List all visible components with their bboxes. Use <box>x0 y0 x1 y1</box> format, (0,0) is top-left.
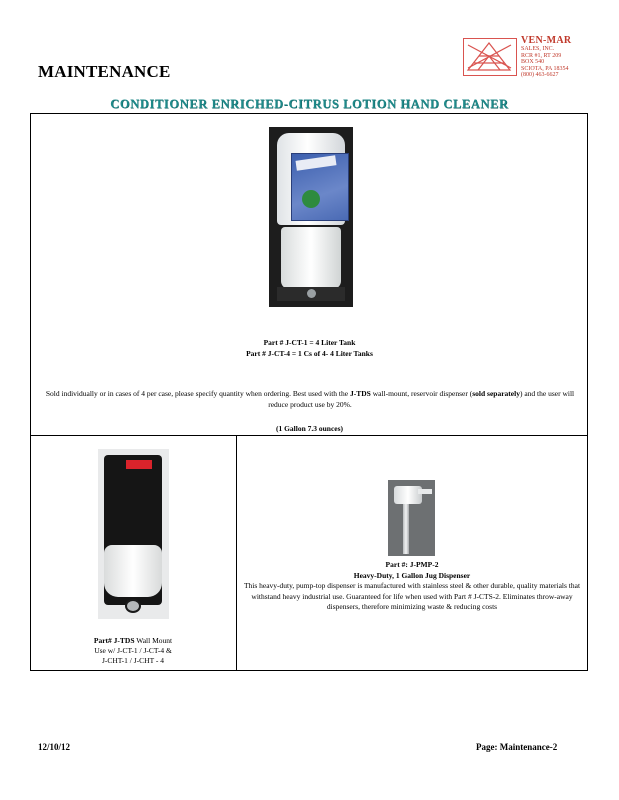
wall-mount-suffix: Wall Mount <box>134 636 173 645</box>
tank-product-image <box>269 127 353 307</box>
tank-base <box>277 287 345 301</box>
logo-line: BOX 540 <box>521 59 545 66</box>
pump-stem <box>403 504 409 554</box>
desc-post: ) and the user will reduce product use by 20%. <box>268 389 575 409</box>
pump-part: Part #: J-PMP-2 <box>385 560 439 569</box>
desc-dispenser: J-TDS <box>349 389 371 398</box>
footer-page: Page: Maintenance-2 <box>476 742 558 752</box>
table-divider-horizontal <box>30 435 588 436</box>
product-heading: CONDITIONER ENRICHED-CITRUS LOTION HAND CLEANER <box>110 97 509 111</box>
tank-part-numbers <box>0 337 619 359</box>
mount-bottle <box>104 545 162 597</box>
tank-part-line: Part # J-CT-1 = 4 Liter Tank <box>263 338 356 347</box>
tank-label <box>291 153 349 221</box>
logo-text <box>521 36 571 79</box>
tank-reservoir <box>281 227 341 289</box>
tank-volume: (1 Gallon 7.3 ounces) <box>275 424 344 433</box>
section-title: MAINTENANCE <box>38 62 171 81</box>
wall-mount-title <box>30 636 236 646</box>
wall-mount-part: Part# J-TDS <box>93 636 135 645</box>
logo-line: SCIOTA, PA 18354 <box>521 65 569 72</box>
tank-description <box>40 388 580 410</box>
logo-mark-icon <box>463 38 517 76</box>
wall-mount-line: Use w/ J-CT-1 / J-CT-4 & <box>94 646 172 655</box>
pump-spout <box>418 489 432 494</box>
pump-caption <box>240 560 584 613</box>
pump-title: Heavy-Duty, 1 Gallon Jug Dispenser <box>353 570 471 580</box>
wall-mount-line: J-CHT-1 / J-CHT - 4 <box>101 656 165 665</box>
mount-red-button <box>126 460 152 469</box>
desc-bold: sold separately <box>472 389 520 398</box>
footer-date: 12/10/12 <box>38 742 71 752</box>
logo-line: (800) 463-6627 <box>521 72 559 79</box>
logo-line: RCR #1, RT 209 <box>521 52 562 59</box>
wall-mount-image <box>98 449 169 619</box>
mount-nozzle <box>125 599 141 613</box>
wall-mount-caption <box>30 636 236 666</box>
logo-name: VEN-MAR <box>521 35 572 46</box>
desc-pre: Sold individually or in cases of 4 per case, please specify quantity when ordering. Best used with the <box>45 389 350 398</box>
tank-part-line: Part # J-CT-4 = 1 Cs of 4- 4 Liter Tanks <box>246 349 373 358</box>
company-logo <box>463 36 601 80</box>
desc-mid: wall-mount, reservoir dispenser ( <box>370 389 473 398</box>
table-divider-vertical <box>236 435 237 671</box>
logo-line: SALES, INC. <box>521 46 555 52</box>
pump-image <box>388 480 435 556</box>
pump-description: This heavy-duty, pump-top dispenser is manufactured with stainless steel & other durable, quality materials that withstand heavy industrial use. Guaranteed for life when used with Part # J-CTS-2. Eliminates throw-away dispensers, therefore minimizing waste & reducing costs <box>243 581 581 611</box>
tank-top <box>277 133 345 225</box>
